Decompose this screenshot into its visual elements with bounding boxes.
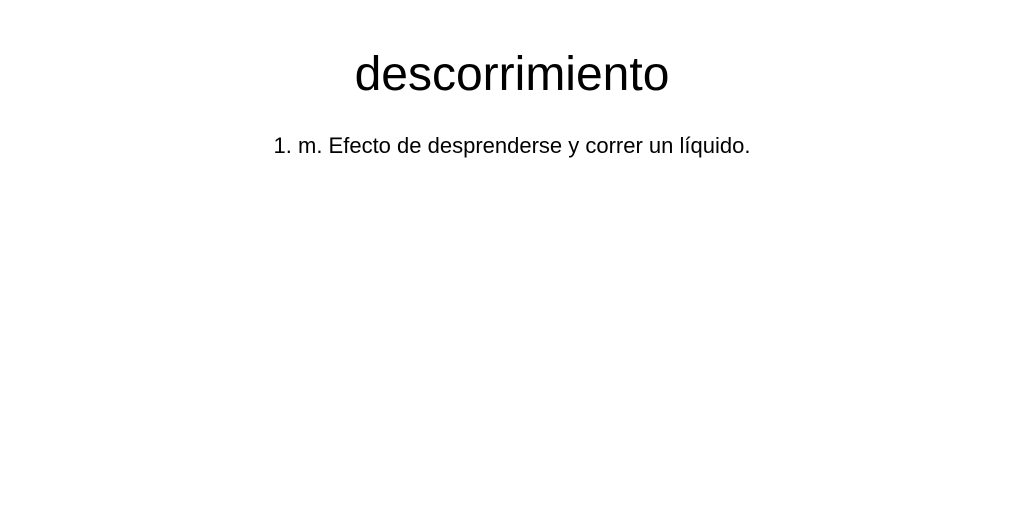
entry-definition: 1. m. Efecto de desprenderse y correr un líquido. <box>273 133 751 158</box>
entry-word: descorrimiento <box>354 48 670 101</box>
